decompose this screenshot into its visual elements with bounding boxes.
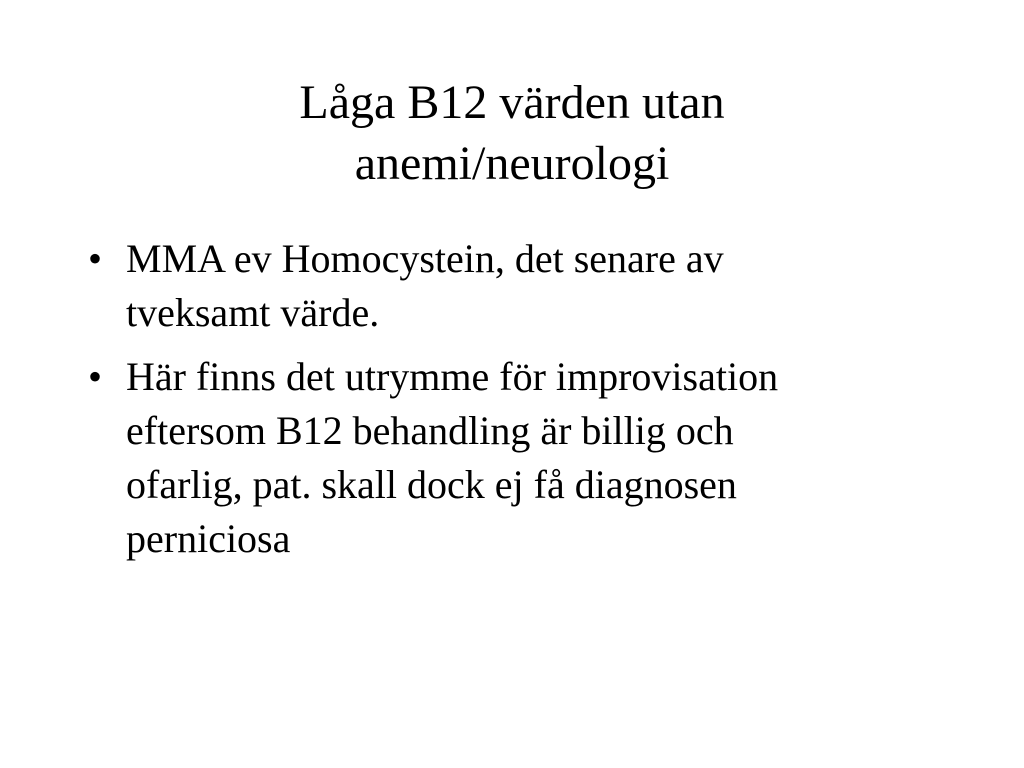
bullet-dot-icon: • (88, 354, 103, 399)
bullet-item (88, 350, 908, 566)
bullet-line: Här finns det utrymme för improvisation (126, 354, 779, 399)
title-line: Låga B12 värden utan (299, 76, 725, 129)
bullet-line: MMA ev Homocystein, det senare av (126, 236, 724, 281)
bullet-line: eftersom B12 behandling är billig och (126, 408, 734, 453)
title-line: anemi/neurologi (354, 137, 670, 190)
bullet-line: ofarlig, pat. skall dock ej få diagnosen (126, 462, 737, 507)
bullet-line: perniciosa (126, 516, 291, 561)
bullet-item (88, 232, 908, 340)
bullet-line: tveksamt värde. (126, 290, 380, 335)
slide-title (112, 72, 912, 194)
bullet-text (126, 350, 908, 566)
bullet-list (88, 232, 908, 576)
bullet-text (126, 232, 908, 340)
bullet-dot-icon: • (88, 236, 103, 281)
